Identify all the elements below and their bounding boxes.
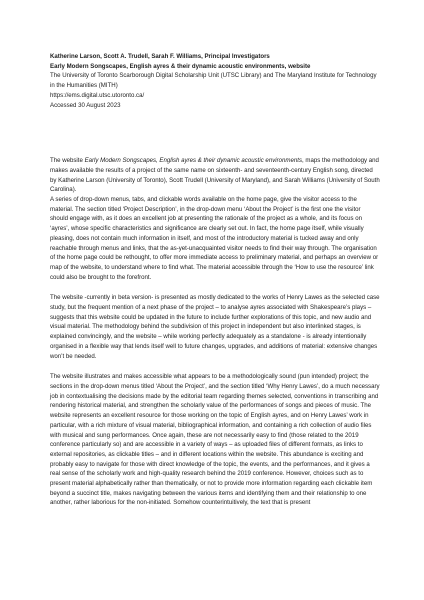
p2-text: A series of drop-down menus, tabs, and clickable words available on the home page, give the visitor access to the material. The section titled ‘Project Description’, in the drop-down menu ‘About the Project’ is the first one the visitor should engage with, as it does an excellent job at presenting the rationale of the project as a whole, and its focus on ‘ayres’, whose specific characteristics and significance are clearly set out. In fact, the home page itself, while visually pleasing, does not contain much information in itself, and most of the introductory material is tucked away and only reachable through menus and links, that the as-yet-unacquainted visitor needs to find their way through. The organisation of the home page could be rethought, to offer more immediate access to preliminary material, and perhaps an overview or map of the website, to understand where to find what. The material accessible through the ‘How to use the resource’ link could also be brought to the forefront.: [50, 196, 379, 281]
paragraph-beta: The website -currently in beta version- is presented as mostly dedicated to the works of Henry Lawes as the selected case study, but the frequent mention of a next phase of the project – to analyse ayres associated with Shakespeare’s plays – suggests that this website could be updated in the future to include further explorations of this topic, and new audio and visual material. The methodology behind the subdivision of this project in independent but also interlinked stages, is explained convincingly, and the website – while working perfectly adequately as a standalone - is already intentionally organised in a flexible way that lends itself well to future changes, upgrades, and additions of material: extensive changes won’t be needed.: [50, 294, 380, 360]
p1-text-a: The website: [50, 157, 85, 165]
resource-url: https://ems.digital.utsc.utoronto.ca/: [50, 91, 145, 99]
accessed-date: Accessed 30 August 2023: [50, 101, 121, 109]
p1-text-b: , maps the methodology and makes available the results of a project of the same name on sixteenth- and seventeenth-century English song, directed by Katherine Larson (University of Toronto), Scott Trudell (University of Maryland), and Sarah Williams (University of South Carolina).: [50, 157, 380, 194]
citation-header: [50, 52, 380, 110]
p1-italic-title: Early Modern Songscapes, English ayres & their dynamic acoustic environments: [84, 157, 303, 165]
resource-title: Early Modern Songscapes, English ayres & their dynamic acoustic environments, website: [50, 62, 311, 70]
authors-line: Katherine Larson, Scott A. Trudell, Sarah F. Williams, Principal Investigators: [50, 53, 270, 60]
paragraph-intro: [50, 156, 380, 282]
paragraph-method: The website illustrates and makes accessible what appears to be a methodologically sound (pun intended) project; the sections in the drop-down menus titled ‘About the Project’, and the section titled ‘Why Henry Lawes’, do a much necessary job in contextualising the decisions made by the editorial team regarding themes selected, conventions in transcribing and rendering historical material, and strengthen the scholarly value of the performances of songs and pieces of music. The website represents an excellent resource for those working on the topic of English ayres, and on Henry Lawes’ work in particular, with a rich mixture of visual material, bibliographical information, and containing a rich collection of audio files with musical and sung performances. Once again, these are not necessarily easy to find (those related to the 2019 conference particularly so) and are accessible in a variety of ways – as uploaded files of different formats, as links to external repositories, as clickable titles – and in different locations within the website. This abundance is exciting and probably easy to navigate for those with direct knowledge of the topic, the events, and the performances, and it gives a real sense of the scholarly work and high-quality research behind the 2019 conference. However, choices such as to present material alphabetically rather than thematically, or not to provide more information regarding each clickable item beyond a succinct title, makes navigating between the various items and identifying them and their relationship to one another, rather laborious for the non-initiated. Somehow counterintuitively, the text that is present: [50, 373, 380, 507]
institution-line: The University of Toronto Scarborough Digital Scholarship Unit (UTSC Library) and The Maryland Institute for Technology in the Humanities (MITH): [50, 72, 377, 90]
